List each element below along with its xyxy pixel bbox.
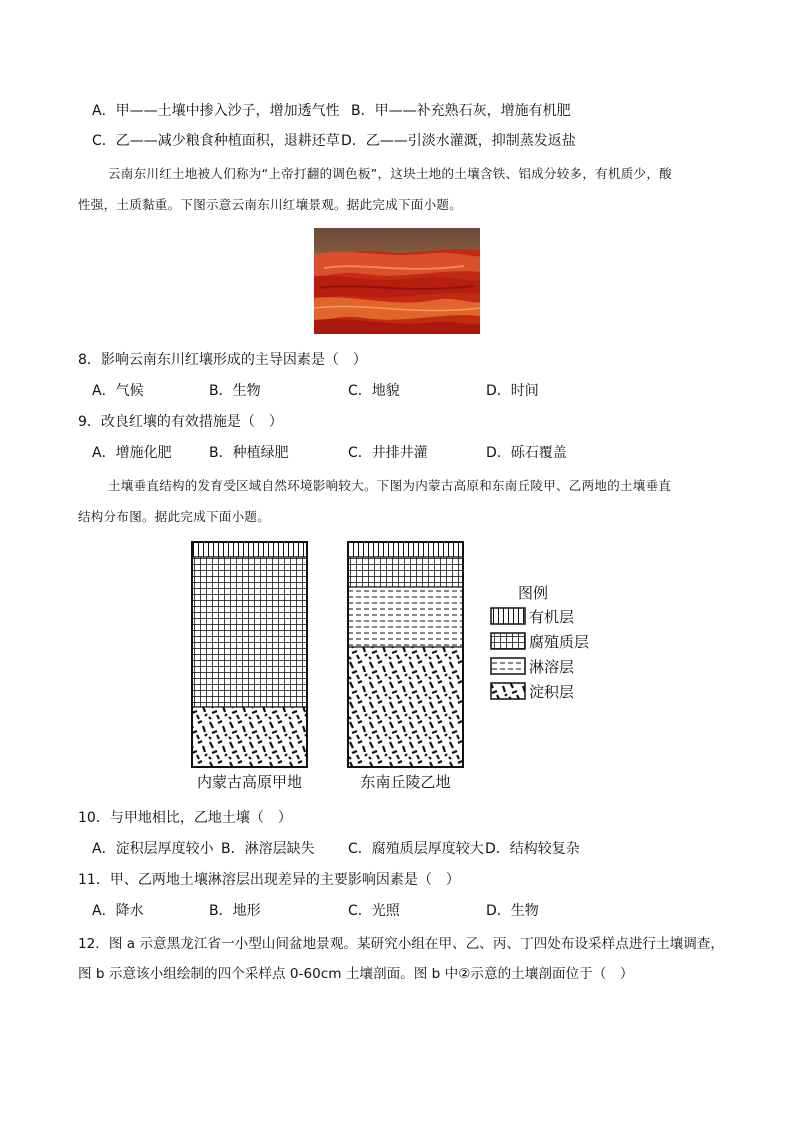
- option-c: C．乙——减少粮食种植面积，退耕还草: [92, 133, 340, 149]
- legend-label-illuvial: 淀积层: [529, 683, 575, 701]
- legend-swatch-eluvial: [491, 658, 525, 674]
- q8-option-b: B．生物: [209, 383, 261, 399]
- q8-option-d: D．时间: [486, 383, 539, 399]
- column-2-humus-layer: [348, 557, 463, 587]
- q12-line2: 图 b 示意该小组绘制的四个采样点 0-60cm 土壤剖面。图 b 中②示意的土壤剖面位于（ ）: [78, 966, 634, 982]
- soil-profile-diagram: [188, 540, 618, 800]
- q8-stem: 8．影响云南东川红壤形成的主导因素是（ ）: [78, 352, 367, 368]
- q11-stem: 11．甲、乙两地土壤淋溶层出现差异的主要影响因素是（ ）: [78, 872, 460, 888]
- q10-stem: 10．与甲地相比，乙地土壤（ ）: [78, 810, 292, 826]
- legend-swatch-illuvial: [491, 683, 525, 699]
- legend-label-eluvial: 淋溶层: [529, 658, 575, 676]
- column-1-organic-layer: [192, 542, 307, 557]
- q8-option-c: C．地貌: [348, 383, 400, 399]
- option-d: D．乙——引淡水灌溉，抑制蒸发返盐: [341, 133, 576, 149]
- passage1-line1: 云南东川红土地被人们称为“上帝打翻的调色板”，这块土地的土壤含铁、铝成分较多，有机质少，酸: [108, 166, 672, 181]
- q9-stem: 9．改良红壤的有效措施是（ ）: [78, 414, 283, 430]
- legend-title: 图例: [518, 584, 549, 602]
- column-2-label: 东南丘陵乙地: [360, 773, 451, 791]
- column-1-label: 内蒙古高原甲地: [196, 773, 303, 791]
- q11-option-b: B．地形: [209, 903, 261, 919]
- q10-option-a: A．淀积层厚度较小: [92, 841, 214, 857]
- q10-option-d: D．结构较复杂: [485, 841, 580, 857]
- column-1-humus-layer: [192, 557, 307, 707]
- passage2-line2: 结构分布图。据此完成下面小题。: [78, 509, 271, 524]
- q11-option-a: A．降水: [92, 903, 144, 919]
- q8-option-a: A．气候: [92, 383, 144, 399]
- red-soil-photo: [314, 228, 480, 334]
- column-1-illuvial-layer: [192, 707, 307, 767]
- legend-swatch-humus: [491, 633, 525, 649]
- q10-option-c: C．腐殖质层厚度较大: [348, 841, 484, 857]
- q9-option-a: A．增施化肥: [92, 445, 172, 461]
- legend-label-organic: 有机层: [529, 608, 575, 626]
- column-2-eluvial-layer: [348, 587, 463, 647]
- q9-option-d: D．砾石覆盖: [486, 445, 567, 461]
- q11-option-c: C．光照: [348, 903, 400, 919]
- q9-option-b: B．种植绿肥: [209, 445, 289, 461]
- option-b: B．甲——补充熟石灰，增施有机肥: [351, 103, 571, 119]
- legend-label-humus: 腐殖质层: [529, 633, 590, 651]
- q11-option-d: D．生物: [486, 903, 539, 919]
- legend-swatch-organic: [491, 608, 525, 624]
- passage1-line2: 性强，土质黏重。下图示意云南东川红壤景观。据此完成下面小题。: [78, 197, 463, 212]
- column-2-organic-layer: [348, 542, 463, 557]
- q10-option-b: B．淋溶层缺失: [221, 841, 315, 857]
- column-2-illuvial-layer: [348, 647, 463, 767]
- passage2-line1: 土壤垂直结构的发育受区域自然环境影响较大。下图为内蒙古高原和东南丘陵甲、乙两地的土壤垂直: [108, 478, 672, 493]
- q12-line1: 12．图 a 示意黑龙江省一小型山间盆地景观。某研究小组在甲、乙、丙、丁四处布设采样点进行土壤调查，: [78, 936, 724, 952]
- q9-option-c: C．井排井灌: [348, 445, 428, 461]
- option-a: A．甲——土壤中掺入沙子，增加透气性: [92, 103, 340, 119]
